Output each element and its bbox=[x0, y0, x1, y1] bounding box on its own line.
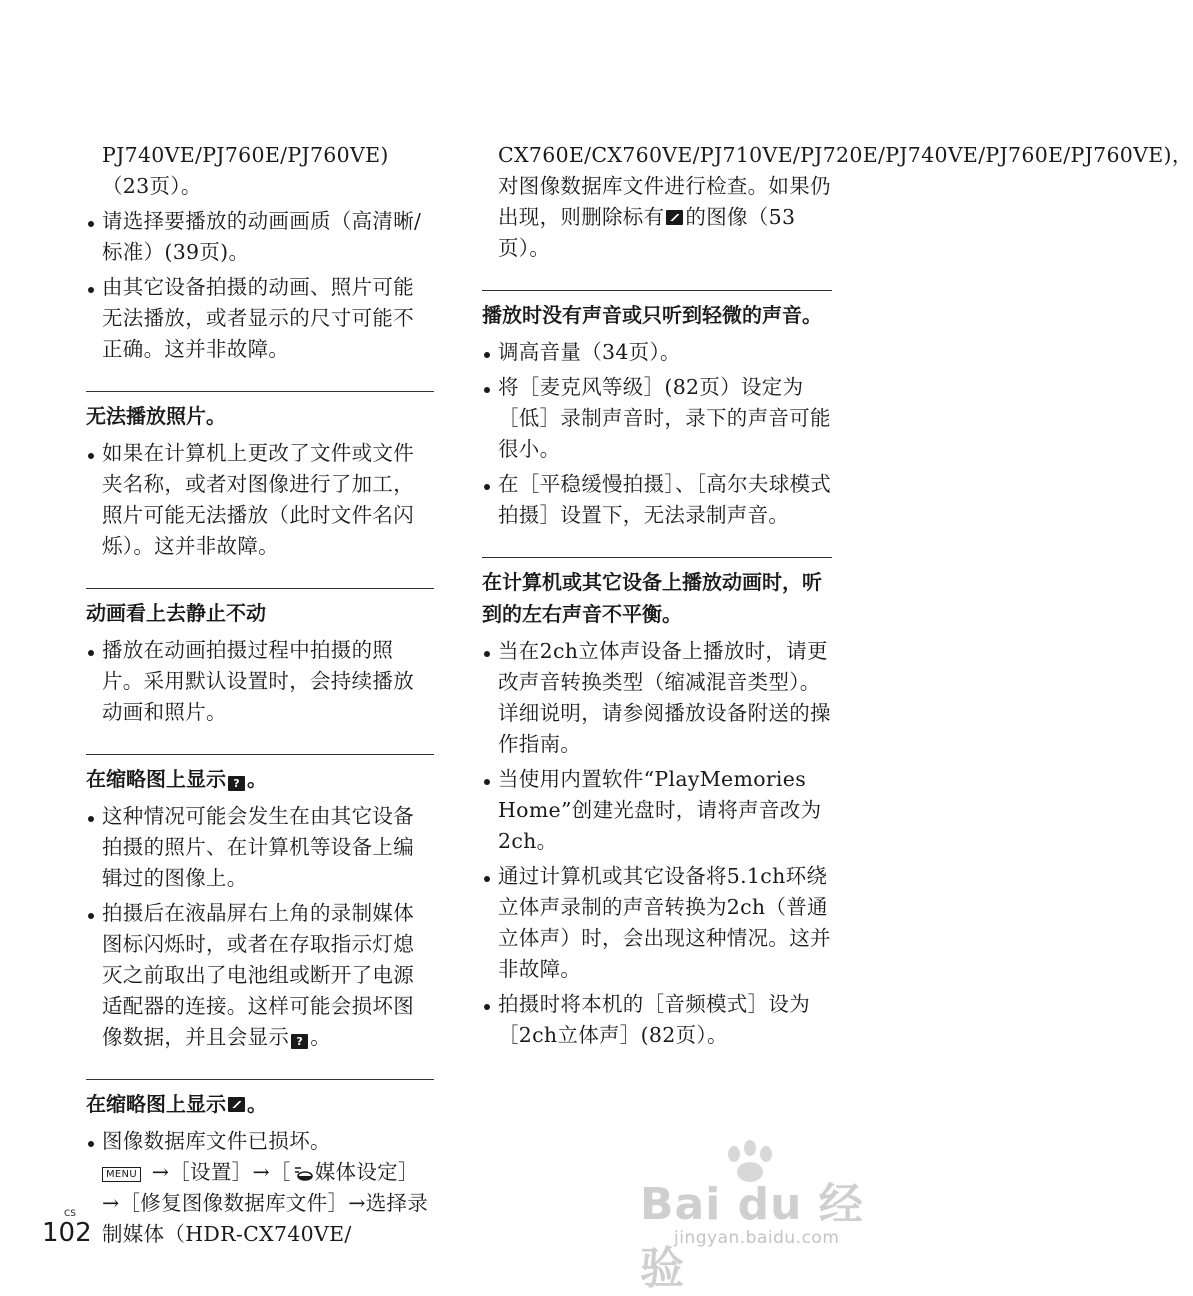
list-item: 拍摄时将本机的［音频模式］设为［2ch立体声］(82页）。 bbox=[482, 989, 832, 1051]
list-item: 拍摄后在液晶屏右上角的录制媒体图标闪烁时，或者在存取指示灯熄灭之前取出了电池组或断开了电源适配器的连接。这样可能会损坏图像数据，并且会显示 ? 。 bbox=[86, 898, 434, 1053]
question-icon: ? bbox=[291, 1034, 308, 1049]
list-item: 图像数据库文件已损坏。 bbox=[86, 1126, 434, 1157]
list-item: 当使用内置软件“PlayMemories Home”创建光盘时，请将声音改为2ch。 bbox=[482, 764, 832, 857]
section-heading: 动画看上去静止不动 bbox=[86, 601, 266, 625]
list-item: 这种情况可能会发生在由其它设备拍摄的照片、在计算机等设备上编辑过的图像上。 bbox=[86, 801, 434, 894]
watermark bbox=[640, 1140, 890, 1294]
database-error-icon bbox=[228, 1097, 245, 1112]
section-unbalanced-sound bbox=[482, 557, 832, 1051]
watermark-logo: Bai du 经验 bbox=[640, 1179, 864, 1294]
list-item: 调高音量（34页）。 bbox=[482, 337, 832, 368]
list-item: 请选择要播放的动画画质（高清晰/标准）(39页)。 bbox=[86, 206, 434, 268]
intro-continuation: PJ740VE/PJ760E/PJ760VE)（23页）。 bbox=[102, 143, 389, 198]
database-continuation: CX760E/CX760VE/PJ710VE/PJ720E/PJ740VE/PJ760E/PJ760VE)，对图像数据库文件进行检查。如果仍出现，则删除标有 的图像（53页）。 bbox=[498, 143, 1193, 260]
section-no-sound bbox=[482, 290, 832, 531]
right-column bbox=[482, 140, 1193, 1051]
list-item: 由其它设备拍摄的动画、照片可能无法播放，或者显示的尺寸可能不正确。这并非故障。 bbox=[86, 272, 434, 365]
left-column bbox=[86, 140, 434, 1250]
section-movie-freezes bbox=[86, 588, 434, 728]
section-heading: 在缩略图上显示 ? 。 bbox=[86, 767, 267, 791]
question-icon: ? bbox=[228, 776, 245, 791]
menu-path: MENU →［设置］→［ 媒体设定］→［修复图像数据库文件］→选择录制媒体（HDR-CX740VE/ bbox=[102, 1160, 429, 1246]
language-code: CS bbox=[64, 1209, 76, 1219]
list-item: 如果在计算机上更改了文件或文件夹名称，或者对图像进行了加工，照片可能无法播放（此时文件名闪烁）。这并非故障。 bbox=[86, 438, 434, 562]
watermark-url: jingyan.baidu.com bbox=[674, 1228, 840, 1248]
list-item: 通过计算机或其它设备将5.1ch环绕立体声录制的声音转换为2ch（普通立体声）时，会出现这种情况。这并非故障。 bbox=[482, 861, 832, 985]
section-heading: 无法播放照片。 bbox=[86, 404, 226, 428]
list-item: 在［平稳缓慢拍摄］、［高尔夫球模式拍摄］设置下，无法录制声音。 bbox=[482, 469, 832, 531]
section-database-icon bbox=[86, 1079, 434, 1250]
section-question-icon bbox=[86, 754, 434, 1053]
section-heading: 在计算机或其它设备上播放动画时，听到的左右声音不平衡。 bbox=[482, 570, 822, 626]
page-number: 102 bbox=[42, 1218, 92, 1248]
list-item: 当在2ch立体声设备上播放时，请更改声音转换类型（缩减混音类型）。详细说明，请参阅播放设备附送的操作指南。 bbox=[482, 636, 832, 760]
list-item: 播放在动画拍摄过程中拍摄的照片。采用默认设置时，会持续播放动画和照片。 bbox=[86, 635, 434, 728]
section-heading: 播放时没有声音或只听到轻微的声音。 bbox=[482, 303, 822, 327]
media-settings-icon bbox=[292, 1164, 314, 1182]
menu-key-icon: MENU bbox=[102, 1167, 141, 1182]
section-heading: 在缩略图上显示 。 bbox=[86, 1092, 267, 1116]
list-item: 将［麦克风等级］(82页）设定为［低］录制声音时，录下的声音可能很小。 bbox=[482, 372, 832, 465]
section-cannot-play-photos bbox=[86, 391, 434, 562]
database-error-icon bbox=[666, 210, 683, 225]
